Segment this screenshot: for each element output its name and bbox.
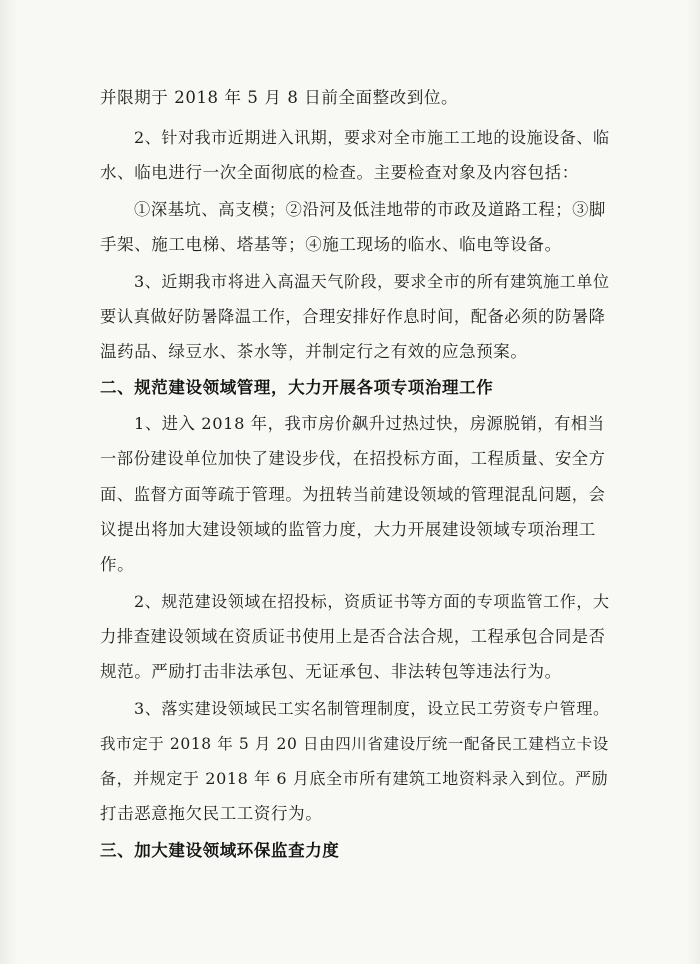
text-line-1: 并限期于 2018 年 5 月 8 日前全面整改到位。 [100,88,459,107]
text-line-14: 作。 [100,555,135,574]
text-line-7: 要认真做好防暑降温工作，合理安排好作息时间，配备必须的防暑降 [100,307,606,326]
text-line-17: 规范。严励打击非法承包、无证承包、非法转包等违法行为。 [100,662,562,681]
text-line-4: ①深基坑、高支模；②沿河及低洼地带的市政及道路工程；③脚 [134,200,606,219]
text-line-10: 1、进入 2018 年，我市房价飙升过热过快，房源脱销，有相当 [134,414,605,433]
text-line-11: 一部份建设单位加快了建设步伐，在招投标方面，工程质量、安全方 [100,449,606,468]
text-line-12: 面、监督方面等疏于管理。为扭转当前建设领域的管理混乱问题，会 [100,485,606,504]
text-line-5: 手架、施工电梯、塔基等；④施工现场的临水、临电等设备。 [100,235,562,254]
text-line-16: 力排查建设领域在资质证书使用上是否合法合规，工程承包合同是否 [100,627,606,646]
text-line-13: 议提出将加大建设领域的监管力度，大力开展建设领域专项治理工 [100,520,596,539]
section-heading-3: 三、加大建设领域环保监查力度 [100,841,340,860]
section-heading-2: 二、规范建设领域管理，大力开展各项专项治理工作 [100,378,494,397]
text-line-18: 3、落实建设领域民工实名制管理制度，设立民工劳资专户管理。 [134,699,610,718]
text-line-19: 我市定于 2018 年 5 月 20 日由四川省建设厅统一配备民工建档立卡设 [100,735,609,753]
scan-edge-shadow-right [686,0,700,964]
text-line-21: 打击恶意拖欠民工工资行为。 [100,804,323,823]
text-line-8: 温药品、绿豆水、茶水等，并制定行之有效的应急预案。 [100,342,528,361]
text-line-3: 水、临电进行一次全面彻底的检查。主要检查对象及内容包括： [100,163,579,182]
text-line-2: 2、针对我市近期进入讯期，要求对全市施工工地的设施设备、临 [134,128,610,147]
text-line-15: 2、规范建设领域在招投标，资质证书等方面的专项监管工作，大 [134,592,610,611]
scan-edge-shadow-left [0,0,18,964]
text-line-6: 3、近期我市将进入高温天气阶段，要求全市的所有建筑施工单位 [134,272,610,291]
text-line-20: 备，并规定于 2018 年 6 月底全市所有建筑工地资料录入到位。严励 [100,769,609,788]
